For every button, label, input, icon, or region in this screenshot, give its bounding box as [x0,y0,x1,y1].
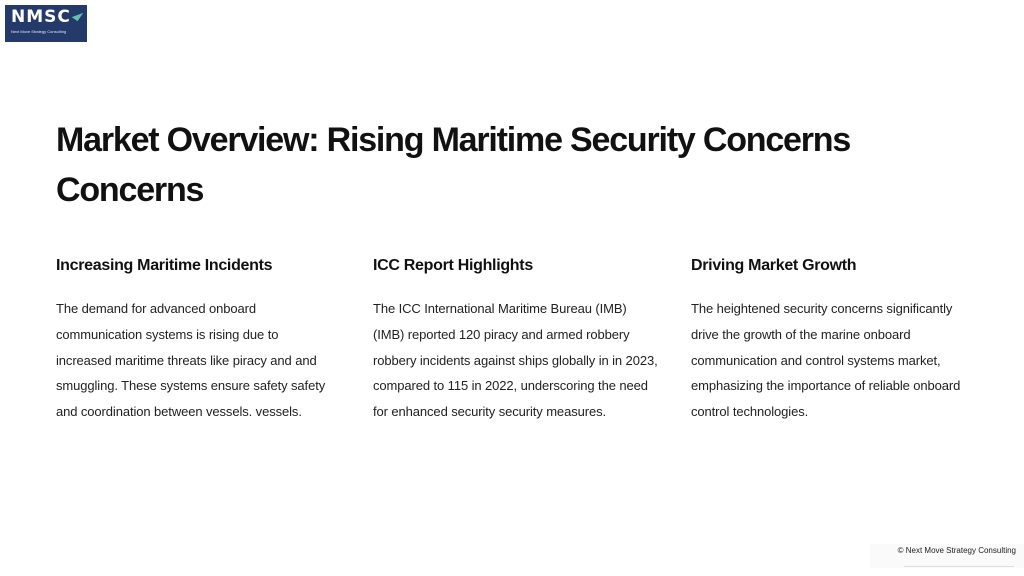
logo-subtitle: Next Move Strategy Consulting [11,29,67,34]
logo-mark: NMSC [11,7,71,27]
company-logo [5,5,87,42]
column-heading: Increasing Maritime Incidents [56,257,273,274]
column-icc-report-highlights [373,254,663,425]
column-heading: ICC Report Highlights [373,257,533,274]
column-body: The heightened security concerns significantly drive the growth of the marine onboard communication and control systems market, emphasizing the importance of reliable onboard control technologies. [691,301,961,420]
copyright-text: © Next Move Strategy Consulting [897,546,1016,555]
slide-title: Market Overview: Rising Maritime Security Concerns Concerns [56,121,851,209]
column-driving-market-growth [691,254,981,425]
column-increasing-maritime-incidents [56,254,346,425]
column-heading: Driving Market Growth [691,257,857,274]
footer-badge [870,544,1024,568]
column-body: The ICC International Maritime Bureau (IMB) (IMB) reported 120 piracy and armed robbery robbery incidents against ships globally in in 2023, compared to 115 in 2022, underscoring the need for enhanced security security measures. [373,301,658,420]
footer-divider [904,566,1014,567]
column-body: The demand for advanced onboard communication systems is rising due to increased maritime threats like piracy and and smuggling. These systems ensure safety safety and coordination between vessels. vessels. [56,301,326,420]
